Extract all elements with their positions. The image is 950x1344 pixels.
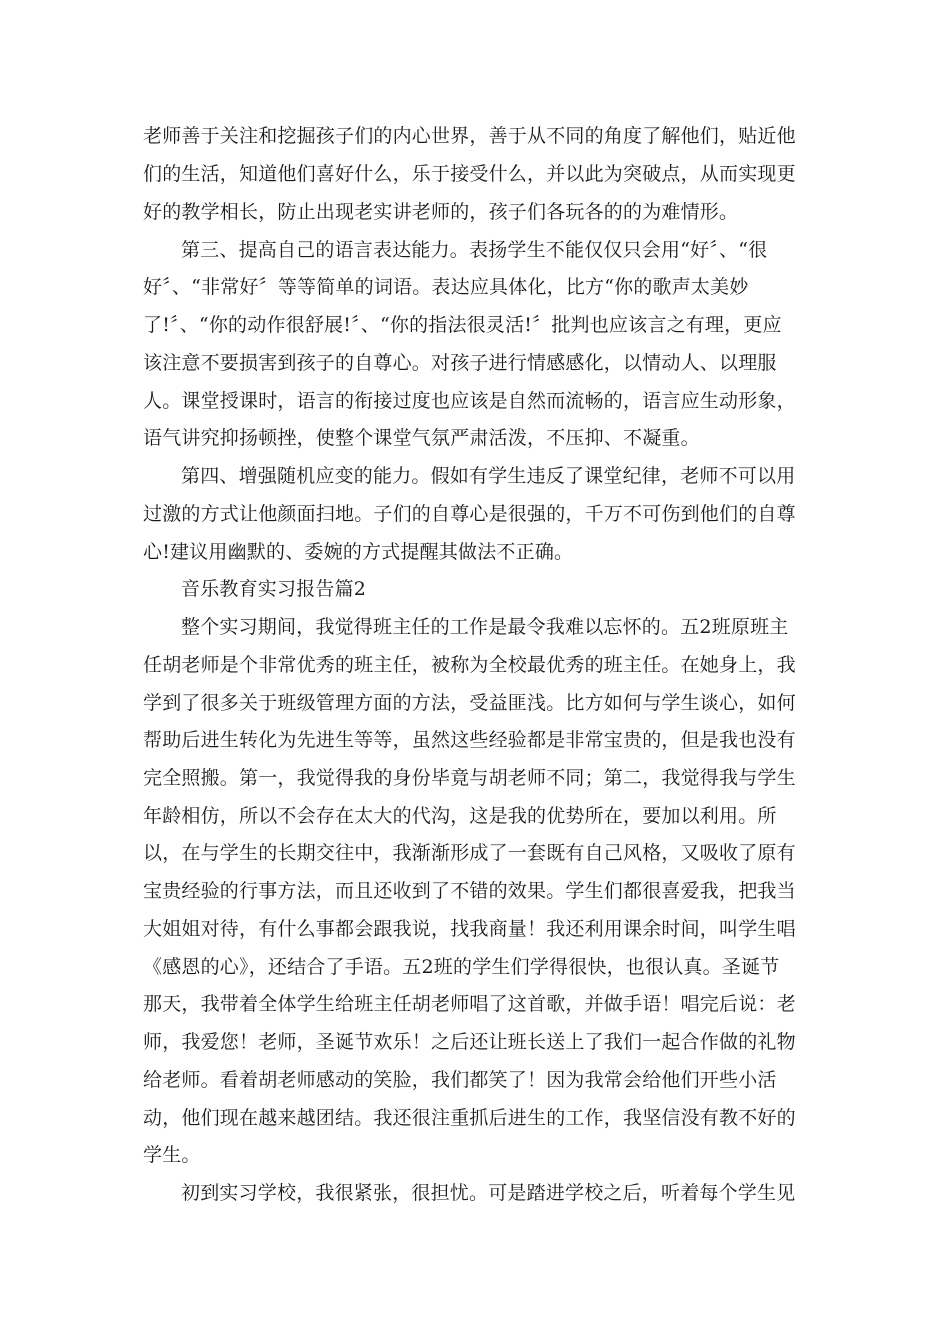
text-line: 《感恩的心》，还结合了手语。五2班的学生们学得很快，也很认真。圣诞节 <box>143 956 780 978</box>
text-line: 师，我爱您！老师，圣诞节欢乐！之后还让班长送上了我们一起合作做的礼物 <box>143 1031 796 1053</box>
text-line: 帮助后进生转化为先进生等等，虽然这些经验都是非常宝贵的，但是我也没有 <box>143 729 796 751</box>
text-line: 了!〞、“你的动作很舒展!〞、“你的指法很灵活!〞批判也应该言之有理，更应 <box>143 314 782 336</box>
text-line: 初到实习学校，我很紧张，很担忧。可是踏进学校之后，听着每个学生见 <box>181 1182 796 1204</box>
text-line: 任胡老师是个非常优秀的班主任，被称为全校最优秀的班主任。在她身上，我 <box>143 654 796 676</box>
text-line: 第三、提高自己的语言表达能力。表扬学生不能仅仅只会用“好〞、“很 <box>181 239 768 261</box>
text-line: 那天，我带着全体学生给班主任胡老师唱了这首歌，并做手语！唱完后说：老 <box>143 993 796 1015</box>
text-line: 以，在与学生的长期交往中，我渐渐形成了一套既有自己风格，又吸收了原有 <box>143 842 796 864</box>
text-line: 老师善于关注和挖掘孩子们的内心世界，善于从不同的角度了解他们，贴近他 <box>143 125 796 147</box>
text-line: 好〞、“非常好〞等等简单的词语。表达应具体化，比方“你的歌声太美妙 <box>143 276 749 298</box>
text-line: 心!建议用幽默的、委婉的方式提醒其做法不正确。 <box>143 541 574 563</box>
text-line: 整个实习期间，我觉得班主任的工作是最令我难以忘怀的。五2班原班主 <box>181 616 789 638</box>
text-line: 学生。 <box>143 1144 201 1166</box>
text-line: 完全照搬。第一，我觉得我的身份毕竟与胡老师不同；第二，我觉得我与学生 <box>143 767 796 789</box>
text-line: 第四、增强随机应变的能力。假如有学生违反了课堂纪律，老师不可以用 <box>181 465 796 487</box>
text-line: 好的教学相长，防止出现老实讲老师的，孩子们各玩各的的为难情形。 <box>143 201 739 223</box>
section-heading: 音乐教育实习报告篇2 <box>181 578 367 600</box>
text-line: 动，他们现在越来越团结。我还很注重抓后进生的工作，我坚信没有教不好的 <box>143 1107 796 1129</box>
text-line: 该注意不要损害到孩子的自尊心。对孩子进行情感感化，以情动人、以理服 <box>143 352 777 374</box>
text-line: 学到了很多关于班级管理方面的方法，受益匪浅。比方如何与学生谈心，如何 <box>143 692 796 714</box>
text-line: 宝贵经验的行事方法，而且还收到了不错的效果。学生们都很喜爱我，把我当 <box>143 880 796 902</box>
text-line: 人。课堂授课时，语言的衔接过度也应该是自然而流畅的，语言应生动形象， <box>143 390 796 412</box>
text-line: 给老师。看着胡老师感动的笑脸，我们都笑了！因为我常会给他们开些小活 <box>143 1069 777 1091</box>
text-line: 语气讲究抑扬顿挫，使整个课堂气氛严肃活泼，不压抑、不凝重。 <box>143 427 700 449</box>
text-line: 们的生活，知道他们喜好什么，乐于接受什么，并以此为突破点，从而实现更 <box>143 163 796 185</box>
text-line: 大姐姐对待，有什么事都会跟我说，找我商量！我还利用课余时间，叫学生唱 <box>143 918 796 940</box>
text-line: 过激的方式让他颜面扫地。子们的自尊心是很强的，千万不可伤到他们的自尊 <box>143 503 796 525</box>
text-line: 年龄相仿，所以不会存在太大的代沟，这是我的优势所在，要加以利用。所 <box>143 805 777 827</box>
